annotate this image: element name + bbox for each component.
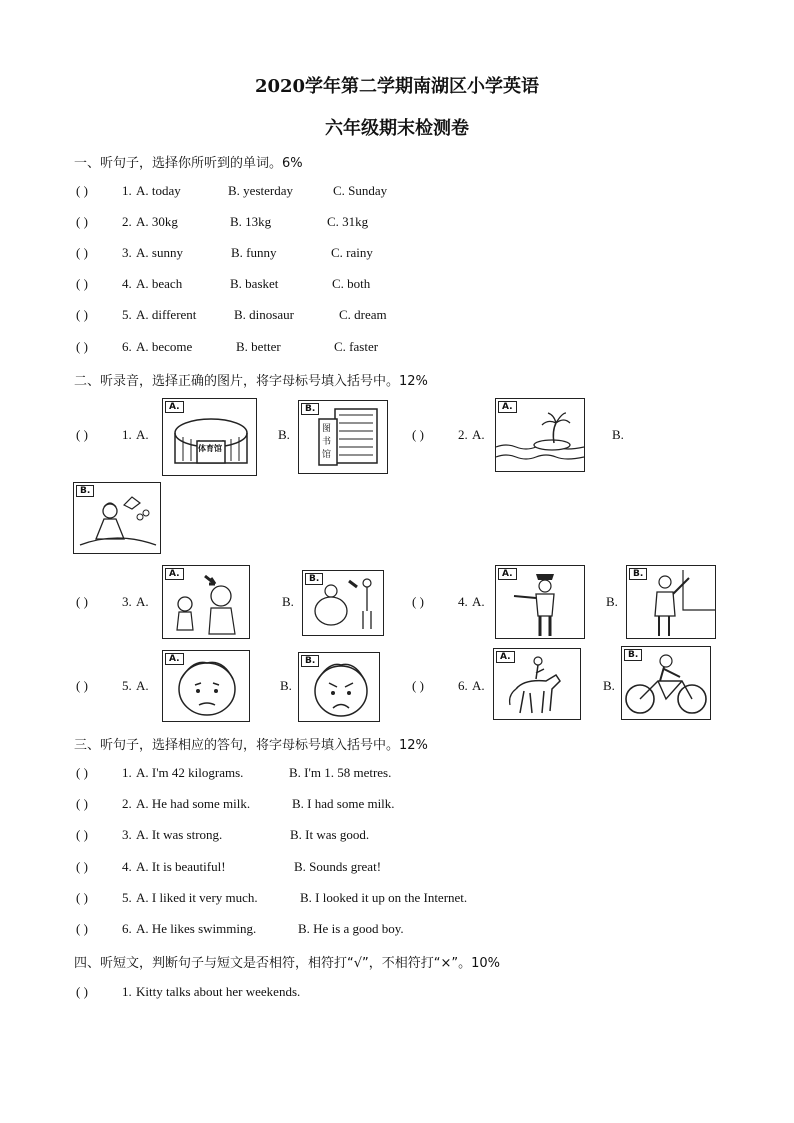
pic-tag: A. bbox=[498, 568, 517, 580]
answer-blank[interactable]: ( ) bbox=[412, 678, 424, 693]
list-item: ( ) 1. A. I'm 42 kilograms. B. I'm 1. 58 metres. bbox=[76, 765, 392, 780]
option-b-label: B. bbox=[606, 594, 618, 609]
library-sign-3: 馆 bbox=[322, 450, 332, 460]
option-a: A. become bbox=[136, 339, 193, 354]
section4-heading: 四、听短文，判断句子与短文是否相符，相符打“√”，不相符打“×”。10% bbox=[74, 956, 501, 971]
horse-rider-picture[interactable] bbox=[493, 648, 581, 720]
angry-face-picture[interactable] bbox=[298, 652, 380, 722]
list-item: ( ) 3. A. sunny B. funny C. rainy bbox=[76, 245, 373, 260]
library-sign-2: 书 bbox=[322, 437, 332, 447]
option-b-label: B. bbox=[603, 678, 615, 693]
option-b-label: B. bbox=[282, 594, 294, 609]
option-a: A. 30kg bbox=[136, 214, 178, 229]
list-item: ( ) 5. A. I liked it very much. B. I looked it up on the Internet. bbox=[76, 890, 468, 905]
bicycle-picture[interactable] bbox=[621, 646, 711, 720]
option-a: A. beach bbox=[136, 276, 183, 291]
option-b: B. I looked it up on the Internet. bbox=[300, 890, 468, 905]
option-a: A. different bbox=[136, 307, 197, 322]
list-item: ( ) 4. A. It is beautiful! B. Sounds great! bbox=[76, 859, 382, 874]
option-a: A. I liked it very much. bbox=[136, 890, 258, 905]
option-a: A. It was strong. bbox=[136, 827, 223, 842]
option-a: A. I'm 42 kilograms. bbox=[136, 765, 244, 780]
list-item: ( ) 3. A. It was strong. B. It was good. bbox=[76, 827, 370, 842]
option-c: C. both bbox=[332, 276, 371, 291]
option-b: B. better bbox=[236, 339, 281, 354]
question-2-4: ( ) 4. A. bbox=[412, 594, 485, 609]
gym-sign: 体育馆 bbox=[198, 444, 222, 453]
grandma-girl-picture[interactable] bbox=[162, 565, 250, 639]
pic-tag: A. bbox=[165, 653, 184, 665]
option-c: C. 31kg bbox=[327, 214, 369, 229]
section2-heading: 二、听录音，选择正确的图片，将字母标号填入括号中。12% bbox=[74, 374, 428, 389]
option-b: B. 13kg bbox=[230, 214, 272, 229]
statement-text: Kitty talks about her weekends. bbox=[136, 984, 301, 999]
section3-heading: 三、听句子，选择相应的答句，将字母标号填入括号中。12% bbox=[74, 738, 428, 753]
princess-picture[interactable] bbox=[73, 482, 161, 554]
option-c: C. rainy bbox=[331, 245, 373, 260]
answer-blank[interactable]: ( ) bbox=[76, 859, 88, 874]
list-item: ( ) 6. A. He likes swimming. B. He is a good boy. bbox=[76, 921, 404, 936]
option-b-label: B. bbox=[280, 678, 292, 693]
answer-blank[interactable]: ( ) bbox=[76, 427, 88, 442]
pic-tag: B. bbox=[301, 655, 319, 667]
option-b: B. It was good. bbox=[290, 827, 370, 842]
answer-blank[interactable]: ( ) bbox=[76, 594, 88, 609]
pic-tag: B. bbox=[301, 403, 319, 415]
pic-tag: B. bbox=[76, 485, 94, 497]
pointing-man-picture[interactable] bbox=[626, 565, 716, 639]
option-a: A. He had some milk. bbox=[136, 796, 251, 811]
list-item: ( ) 4. A. beach B. basket C. both bbox=[76, 276, 371, 291]
option-b-label: B. bbox=[278, 427, 290, 442]
answer-blank[interactable]: ( ) bbox=[76, 276, 88, 291]
option-a: A. He likes swimming. bbox=[136, 921, 257, 936]
fat-thin-men-picture[interactable] bbox=[302, 570, 384, 636]
answer-blank[interactable]: ( ) bbox=[76, 890, 88, 905]
option-c: C. dream bbox=[339, 307, 387, 322]
option-b: B. dinosaur bbox=[234, 307, 294, 322]
exam-subtitle: 六年级期末检测卷 bbox=[325, 118, 469, 139]
pic-tag: A. bbox=[496, 651, 515, 663]
policeman-picture[interactable] bbox=[495, 565, 585, 639]
option-c: C. Sunday bbox=[333, 183, 388, 198]
answer-blank[interactable]: ( ) bbox=[76, 307, 88, 322]
answer-blank[interactable]: ( ) bbox=[76, 214, 88, 229]
answer-blank[interactable]: ( ) bbox=[412, 594, 424, 609]
answer-blank[interactable]: ( ) bbox=[76, 984, 88, 999]
option-a: A. It is beautiful! bbox=[136, 859, 226, 874]
answer-blank[interactable]: ( ) bbox=[76, 245, 88, 260]
option-a: A. sunny bbox=[136, 245, 183, 260]
answer-blank[interactable]: ( ) bbox=[76, 921, 88, 936]
answer-blank[interactable]: ( ) bbox=[76, 796, 88, 811]
pic-tag: A. bbox=[165, 568, 184, 580]
option-b-label: B. bbox=[612, 427, 624, 442]
answer-blank[interactable]: ( ) bbox=[76, 339, 88, 354]
option-c: C. faster bbox=[334, 339, 379, 354]
section1-heading: 一、听句子，选择你所听到的单词。6% bbox=[74, 156, 303, 171]
question-2-2: ( ) 2. A. bbox=[412, 427, 485, 442]
option-b: B. He is a good boy. bbox=[298, 921, 404, 936]
gym-picture[interactable] bbox=[162, 398, 257, 476]
answer-blank[interactable]: ( ) bbox=[412, 427, 424, 442]
option-b: B. I'm 1. 58 metres. bbox=[289, 765, 392, 780]
question-2-5: ( ) 5. A. bbox=[76, 678, 149, 693]
question-2-6: ( ) 6. A. bbox=[412, 678, 485, 693]
library-sign-1: 图 bbox=[322, 424, 332, 434]
option-b: B. Sounds great! bbox=[294, 859, 382, 874]
answer-blank[interactable]: ( ) bbox=[76, 765, 88, 780]
list-item: ( ) 1. A. today B. yesterday C. Sunday bbox=[76, 183, 388, 198]
question-2-3: ( ) 3. A. bbox=[76, 594, 149, 609]
list-item: ( ) 5. A. different B. dinosaur C. dream bbox=[76, 307, 387, 322]
option-a: A. today bbox=[136, 183, 181, 198]
list-item: ( ) 2. A. 30kg B. 13kg C. 31kg bbox=[76, 214, 369, 229]
answer-blank[interactable]: ( ) bbox=[76, 827, 88, 842]
pic-tag: A. bbox=[498, 401, 517, 413]
list-item: ( ) 2. A. He had some milk. B. I had some milk. bbox=[76, 796, 395, 811]
worried-face-picture[interactable] bbox=[162, 650, 250, 722]
option-b: B. I had some milk. bbox=[292, 796, 395, 811]
option-b: B. yesterday bbox=[228, 183, 293, 198]
list-item: ( ) 6. A. become B. better C. faster bbox=[76, 339, 379, 354]
island-picture[interactable] bbox=[495, 398, 585, 472]
option-b: B. basket bbox=[230, 276, 279, 291]
pic-tag: B. bbox=[305, 573, 323, 585]
answer-blank[interactable]: ( ) bbox=[76, 678, 88, 693]
list-item: ( ) 1. Kitty talks about her weekends. bbox=[76, 984, 301, 999]
pic-tag: B. bbox=[624, 649, 642, 661]
pic-tag: A. bbox=[165, 401, 184, 413]
library-picture[interactable] bbox=[298, 400, 388, 474]
exam-title: 2020学年第二学期南湖区小学英语 bbox=[254, 76, 540, 97]
question-2-1: ( ) 1. A. bbox=[76, 427, 149, 442]
option-b: B. funny bbox=[231, 245, 277, 260]
answer-blank[interactable]: ( ) bbox=[76, 183, 88, 198]
pic-tag: B. bbox=[629, 568, 647, 580]
